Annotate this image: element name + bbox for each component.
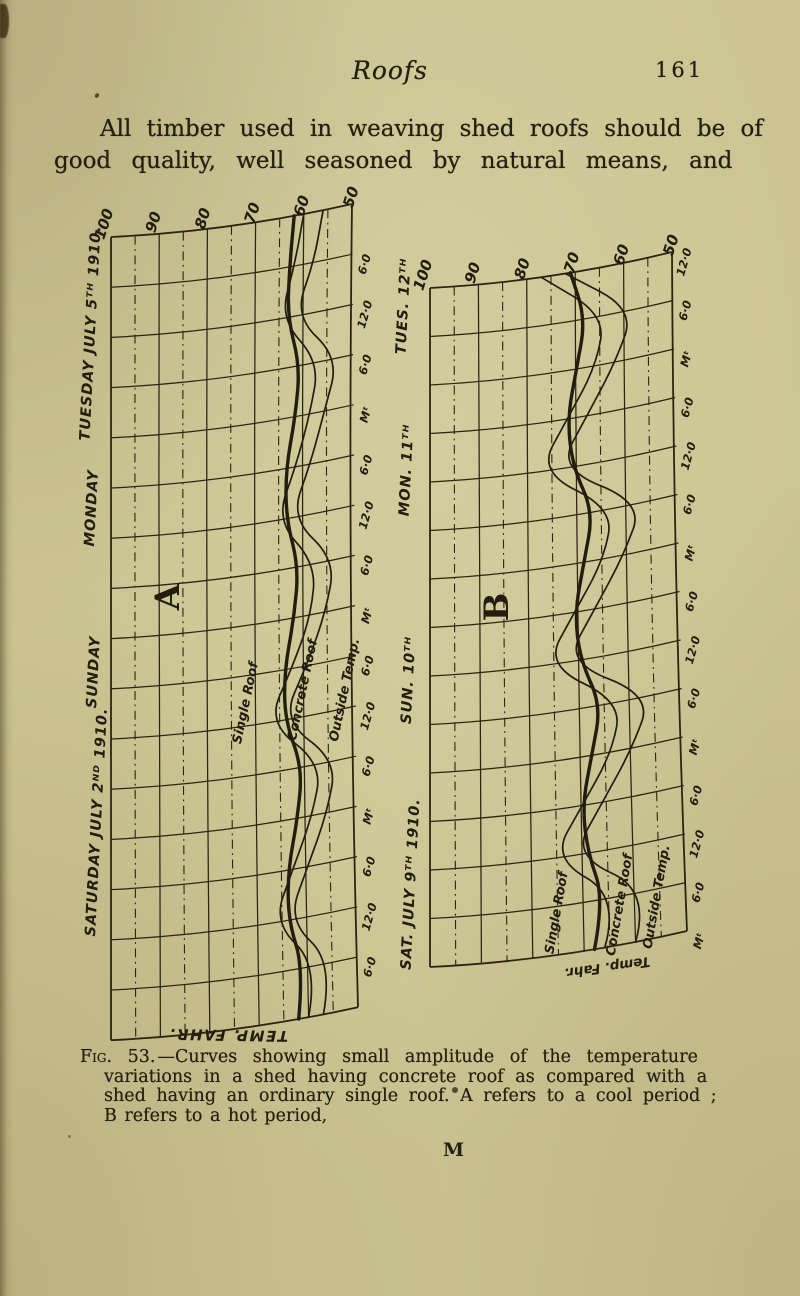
time-tick-label: 6·0 (675, 298, 695, 323)
time-tick-label: Mᵗ (685, 737, 704, 757)
time-grid-line (430, 786, 684, 822)
time-tick-label: 6·0 (354, 252, 374, 276)
time-grid-line (430, 834, 685, 870)
day-label: MON. 11ᵀᴴ (396, 423, 418, 517)
time-grid-line (430, 592, 680, 628)
day-label: TUESDAY JULY 5ᵀᴴ 1910. (77, 224, 105, 442)
time-grid-line (111, 656, 355, 689)
time-grid-line (111, 405, 354, 438)
temp-axis-label: TEMP. FAHR. (167, 1024, 289, 1046)
temp-tick-label: 70 (240, 200, 264, 226)
page-number: 161 (655, 58, 705, 82)
time-tick-label: 12·0 (357, 700, 379, 732)
time-tick-label: 6·0 (360, 955, 380, 979)
caption-line: variations in a shed having concrete roof as compared with a (104, 1066, 708, 1087)
day-label: SATURDAY JULY 2ᴺᴰ 1910. (83, 707, 111, 937)
time-tick-label: Mᵗ (359, 806, 378, 826)
time-tick-label: 12·0 (686, 828, 708, 860)
temp-axis-label: Temp. Fahr. (563, 953, 651, 981)
time-grid-line (430, 349, 674, 385)
time-grid-line (111, 455, 354, 488)
curve-label: Concrete Roof (284, 638, 322, 742)
trace-single-roof (541, 277, 617, 947)
time-tick-label: Mᵗ (681, 543, 700, 563)
figure-number-label: Fig. 53. (80, 1047, 156, 1067)
day-label: TUES. 12ᵀᴴ (393, 257, 415, 355)
temp-tick-label: 100 (409, 257, 437, 293)
time-grid-line (111, 907, 357, 940)
period-letter: B (477, 592, 517, 622)
time-grid-line (111, 355, 353, 388)
time-tick-label: 6·0 (679, 492, 699, 517)
time-tick-label: 12·0 (355, 499, 377, 531)
time-tick-label: 6·0 (677, 395, 697, 420)
time-tick-label: 12·0 (677, 440, 699, 472)
curve-label: Concrete Roof (603, 852, 637, 958)
time-grid-line (430, 737, 683, 773)
time-tick-label: 12·0 (673, 246, 695, 278)
time-grid-line (430, 543, 678, 579)
day-label: MONDAY (81, 469, 103, 547)
time-tick-label: 6·0 (681, 589, 702, 614)
time-tick-label: 6·0 (686, 783, 706, 808)
chart-a-cool-period (77, 184, 380, 1045)
time-grid-line (111, 505, 354, 538)
time-grid-line (430, 398, 675, 434)
time-tick-label: 12·0 (681, 634, 704, 666)
chart-b-hot-period (393, 232, 708, 981)
time-tick-label: Mᵗ (677, 349, 696, 369)
figure-caption (80, 1048, 717, 1126)
temp-tick-label: 90 (460, 260, 485, 286)
time-grid-line (111, 857, 357, 890)
time-grid-line (430, 495, 677, 531)
curve-label: Single Roof (230, 660, 262, 746)
time-tick-label: Mᵗ (356, 405, 375, 425)
paragraph-line-1: All timber used in weaving shed roofs should be of (100, 116, 763, 142)
signature-mark: M (443, 1139, 465, 1161)
time-tick-label: 6·0 (355, 352, 375, 377)
temp-tick-label: 50 (339, 184, 363, 210)
day-label: SUNDAY (84, 635, 104, 709)
day-label: SAT. JULY 9ᵀᴴ 1910. (398, 797, 424, 971)
day-label: SUN. 10ᵀᴴ (398, 635, 420, 725)
temp-tick-label: 50 (659, 232, 683, 258)
temp-tick-label: 90 (141, 209, 166, 235)
temp-tick-label: 80 (191, 205, 215, 232)
time-tick-label: 6·0 (358, 754, 378, 778)
caption-text: —Curves showing small amplitude of the temperature (157, 1047, 698, 1067)
period-letter: A (148, 583, 188, 611)
time-grid-line (430, 689, 682, 725)
curve-label: Outside Temp. (326, 637, 364, 743)
temp-tick-label: 70 (560, 249, 584, 276)
time-tick-label: 6·0 (356, 453, 376, 477)
time-tick-label: 12·0 (354, 298, 376, 330)
time-tick-label: 6·0 (359, 854, 379, 879)
time-grid-line (111, 304, 353, 337)
caption-line: shed having an ordinary single roof. A refers to a cool period ; (104, 1086, 717, 1106)
temp-tick-label: 80 (510, 255, 534, 282)
time-tick-label: Mᵗ (358, 606, 376, 626)
time-tick-label: 6·0 (684, 686, 704, 711)
temp-tick-label: 60 (609, 242, 634, 268)
time-grid-line (111, 555, 355, 588)
curve-label: Outside Temp. (640, 843, 674, 951)
curve-label: Single Roof (542, 870, 572, 956)
time-grid-line (430, 446, 676, 482)
time-grid-line (430, 640, 681, 676)
caption-line (80, 1048, 717, 1068)
time-tick-label: 6·0 (688, 880, 708, 905)
caption-line: B refers to a hot period, (104, 1105, 328, 1126)
running-title: Roofs (352, 56, 429, 85)
temp-tick-label: 100 (90, 206, 118, 242)
time-tick-label: 6·0 (357, 553, 377, 578)
paragraph-line-2: good quality, well seasoned by natural means, and (54, 148, 733, 174)
time-tick-label: 6·0 (357, 654, 377, 678)
temp-tick-label: 60 (289, 193, 314, 219)
time-tick-label: Mᵗ (690, 931, 708, 951)
time-grid-line (111, 756, 356, 789)
time-tick-label: 12·0 (358, 901, 380, 933)
